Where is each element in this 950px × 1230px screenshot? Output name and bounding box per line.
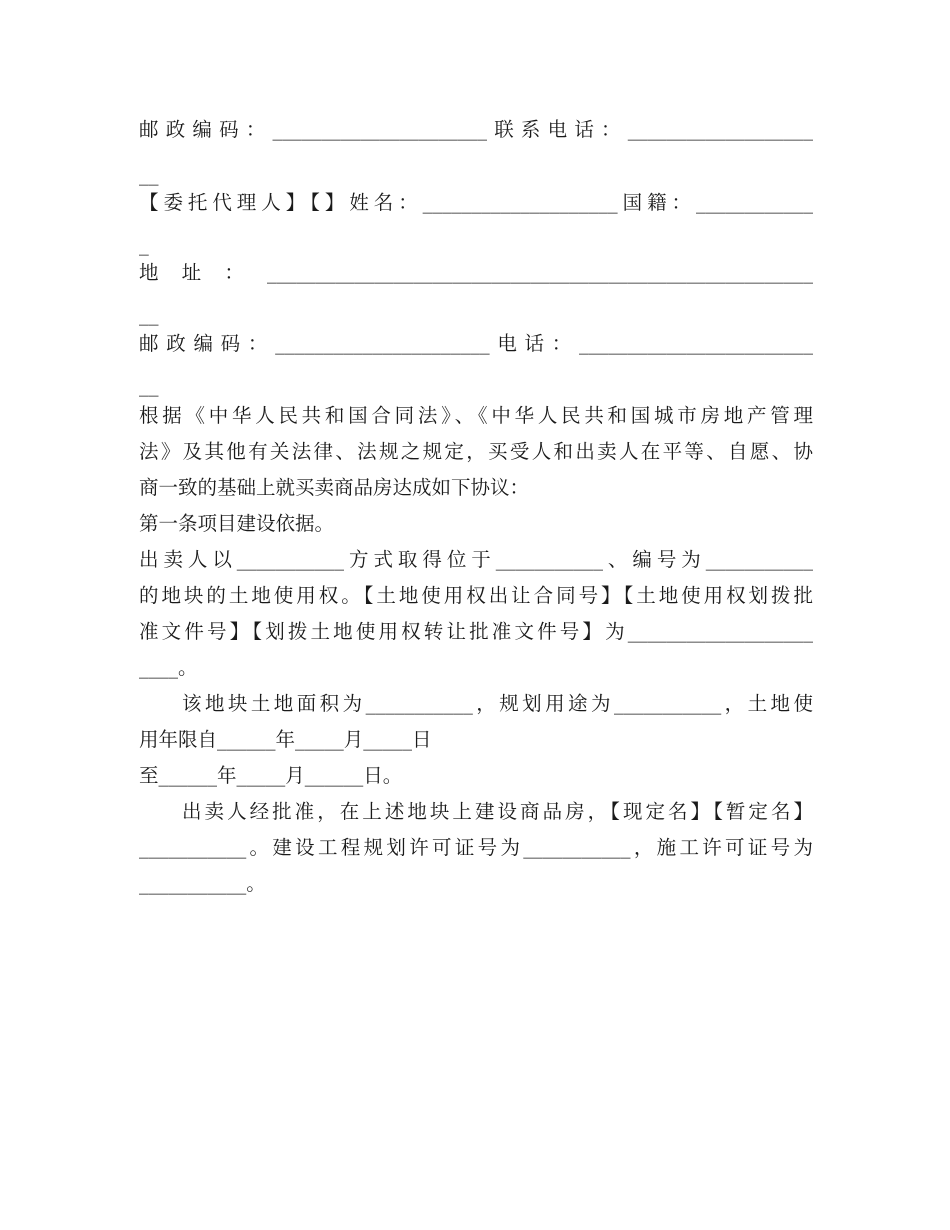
preamble-line-2: 法》及其他有关法律、法规之规定，买受人和出卖人在平等、自愿、协 [139, 440, 813, 463]
project-name-line: 出卖人经批准，在上述地块上建设商品房，【现定名】【暂定名】 [182, 800, 813, 823]
land-area-line: 该地块土地面积为___________，规划用途为___________，土地使 [182, 692, 813, 715]
permits-continuation: ___________。 [139, 872, 266, 895]
continuation-line: __ [139, 163, 159, 186]
land-acquisition-line: 出卖人以___________方式取得位于___________、编号为___________ [139, 548, 813, 571]
agent-address-line: 地址：________________________________________________________ [139, 261, 813, 284]
continuation-line: __ [139, 374, 159, 397]
article-one-heading: 第一条项目建设依据。 [139, 512, 335, 535]
agent-name-nationality-line: 【委托代理人】【】姓名：____________________国籍：____________ [139, 191, 813, 214]
preamble-line-3: 商一致的基础上就买卖商品房达成如下协议： [139, 476, 530, 499]
approval-documents-continuation: ____。 [139, 656, 198, 679]
land-term-from-line: 用年限自______年_____月_____日 [139, 728, 432, 751]
land-rights-line: 的地块的土地使用权。【土地使用权出让合同号】【土地使用权划拨批 [139, 584, 813, 607]
approval-documents-line: 准文件号】【划拨土地使用权转让批准文件号】为___________________ [139, 620, 813, 643]
agent-postal-phone-line: 邮政编码：______________________电话：________________________ [139, 332, 813, 355]
continuation-line: __ [139, 303, 159, 326]
preamble-line-1: 根据《中华人民共和国合同法》、《中华人民共和国城市房地产管理 [139, 404, 813, 427]
land-term-to-line: 至______年_____月______日。 [139, 764, 403, 787]
seller-postal-phone-line: 邮政编码：______________________联系电话：___________________ [139, 118, 813, 141]
permits-line: ___________。建设工程规划许可证号为___________，施工许可证号为 [139, 836, 813, 859]
continuation-line: _ [139, 233, 149, 256]
